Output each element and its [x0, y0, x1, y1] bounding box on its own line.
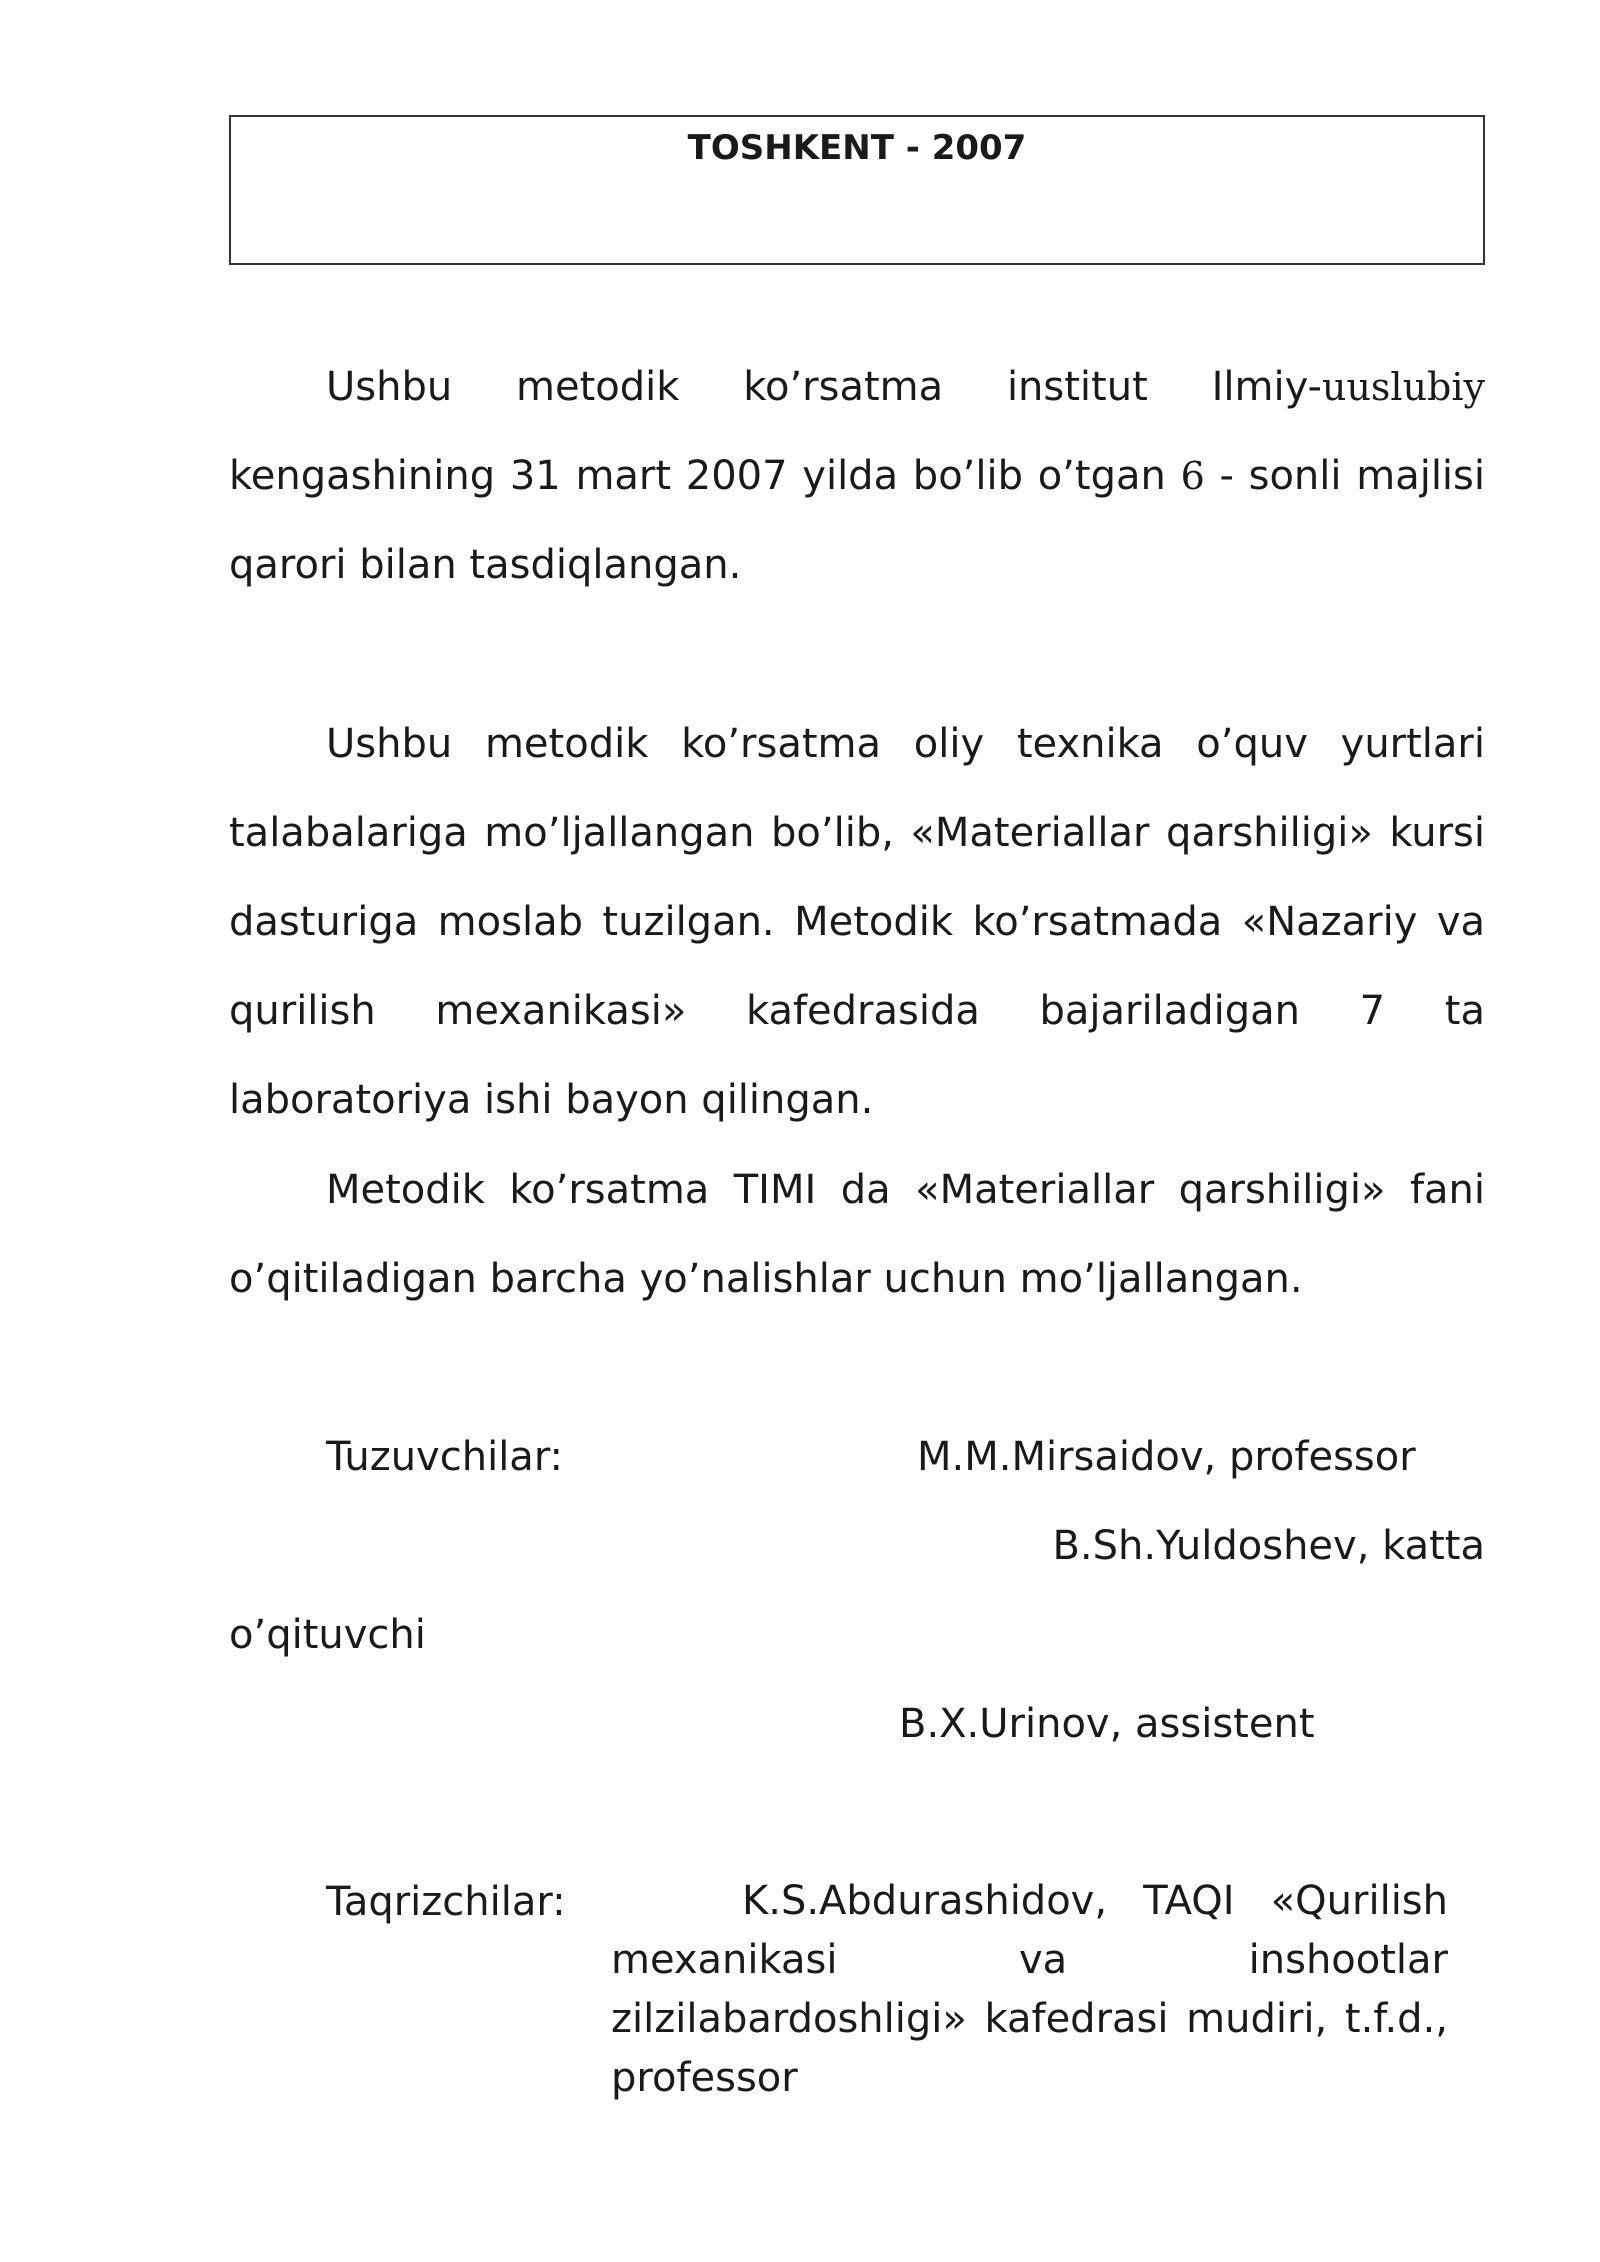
- author-1: M.M.Mirsaidov, professor: [917, 1434, 1416, 1480]
- session-number: 6: [1180, 454, 1205, 498]
- approval-paragraph: [229, 343, 1485, 610]
- approval-text-part1: Ushbu metodik ko’rsatma institut Ilmiy-: [326, 364, 1322, 410]
- author-3: B.X.Urinov, assistent: [899, 1701, 1315, 1747]
- authors-label: Tuzuvchilar:: [326, 1434, 564, 1480]
- approval-text-part3: kengashining 31 mart 2007 yilda bo’lib o’tgan: [229, 453, 1181, 499]
- title-box: [229, 115, 1485, 265]
- author-2-continued: o’qituvchi: [229, 1612, 426, 1658]
- author-2: B.Sh.Yuldoshev, katta: [1052, 1523, 1485, 1569]
- reviewers-label: Taqrizchilar:: [326, 1879, 566, 1925]
- description-paragraph: Ushbu metodik ko’rsatma oliy texnika o’quv yurtlari talabalariga mo’ljallangan bo’lib, «Materiallar qarshiligi» kursi dasturiga moslab tuzilgan. Metodik ko’rsatmada «Nazariy va qurilish mexanikasi» kafedrasida bajariladigan 7 ta laboratoriya ishi bayon qilingan.: [229, 721, 1485, 1123]
- purpose-paragraph: Metodik ko’rsatma TIMI da «Materiallar qarshiligi» fani o’qitiladigan barcha yo’nalishlar uchun mo’ljallangan.: [229, 1167, 1485, 1302]
- reviewer-1: K.S.Abdurashidov, TAQI «Qurilish mexanikasi va inshootlar zilzilabardoshligi» kafedrasi mudiri, t.f.d., professor: [611, 1878, 1448, 2101]
- page-title: TOSHKENT - 2007: [687, 128, 1027, 168]
- approval-text-part4: - sonli majlisi qarori bilan tasdiqlangan.: [229, 453, 1485, 588]
- approval-text-part2: uuslubiy: [1321, 365, 1485, 409]
